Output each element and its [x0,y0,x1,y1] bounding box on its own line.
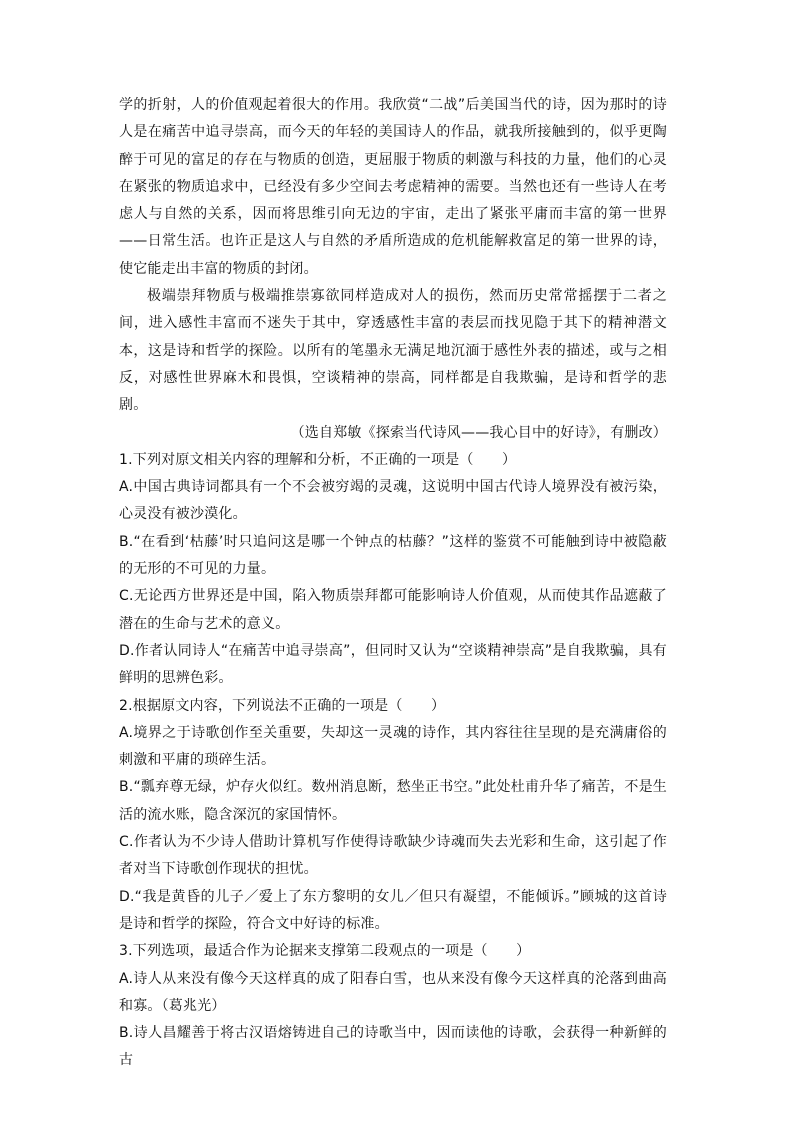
option-a: A.诗人从来没有像今天这样真的成了阳春白雪，也从来没有像今天这样真的沦落到曲高和寡。（葛兆光） [119,970,667,1014]
option-a: A.境界之于诗歌创作至关重要，失却这一灵魂的诗作，其内容往往呈现的是充满庸俗的刺激和平庸的琐碎生活。 [119,724,667,769]
option-b: B.诗人昌耀善于将古汉语熔铸进自己的诗歌当中，因而读他的诗歌，会获得一种新鲜的古 [119,1025,667,1069]
question-stem: 1.下列对原文相关内容的理解和分析，不正确的一项是（ ） [119,451,517,468]
passage-paragraph-1: 学的折射，人的价值观起着很大的作用。我欣赏“二战”后美国当代的诗，因为那时的诗人是在痛苦中追寻崇高，而今天的年轻的美国诗人的作品，就我所接触到的，似乎更陶醉于可见的富足的存在与物质的创造，更屈服于物质的刺激与科技的力量，他们的心灵在紧张的物质追求中，已经没有多少空间去考虑精神的需要。当然也还有一些诗人在考虑人与自然的关系，因而将思维引向无边的宇宙，走出了紧张平庸而丰富的第一世界——日常生活。也许正是这人与自然的矛盾所造成的危机能解救富足的第一世界的诗，使它能走出丰富的物质的封闭。 [119,97,667,277]
option-d: D.“我是黄昏的儿子／爱上了东方黎明的女儿／但只有凝望，不能倾诉。”顾城的这首诗是诗和哲学的探险，符合文中好诗的标准。 [119,888,667,932]
option-a: A.中国古典诗词都具有一个不会被穷竭的灵魂，这说明中国古代诗人境界没有被污染，心灵没有被沙漠化。 [119,479,667,523]
passage-paragraph-2: 极端崇拜物质与极端推崇寡欲同样造成对人的损伤，然而历史常常摇摆于二者之间，进入感性丰富而不迷失于其中，穿透感性丰富的表层而找见隐于其下的精神潜文本，这是诗和哲学的探险。以所有的笔墨永无满足地沉湎于感性外表的描述，或与之相反，对感性世界麻木和畏惧，空谈精神的崇高，同样都是自我欺骗，是诗和哲学的悲剧。 [119,288,667,414]
question-stem: 3.下列选项，最适合作为论据来支撑第二段观点的一项是（ ） [119,943,531,960]
option-b: B.“在看到‘枯藤’时只追问这是哪一个钟点的枯藤？”这样的鉴赏不可能触到诗中被隐蔽的无形的不可见的力量。 [119,533,667,578]
passage-source: （选自郑敏《探索当代诗风——我心目中的好诗》，有删改） [290,424,667,441]
question-2 [119,693,667,939]
question-3 [119,938,667,1074]
option-b: B.“瓢弃尊无绿，炉存火似红。数州消息断，愁坐正书空。”此处杜甫升华了痛苦，不是生活的流水账，隐含深沉的家国情怀。 [119,779,667,823]
document-page [119,92,667,1075]
option-d: D.作者认同诗人“在痛苦中追寻崇高”，但同时又认为“空谈精神崇高”是自我欺骗，具有鲜明的思辨色彩。 [119,642,667,687]
option-c: C.无论西方世界还是中国，陷入物质崇拜都可能影响诗人价值观，从而使其作品遮蔽了潜在的生命与艺术的意义。 [119,588,667,632]
option-c: C.作者认为不少诗人借助计算机写作使得诗歌缺少诗魂而失去光彩和生命，这引起了作者对当下诗歌创作现状的担忧。 [119,834,667,878]
question-1 [119,447,667,693]
question-stem: 2.根据原文内容，下列说法不正确的一项是（ ） [119,697,446,714]
